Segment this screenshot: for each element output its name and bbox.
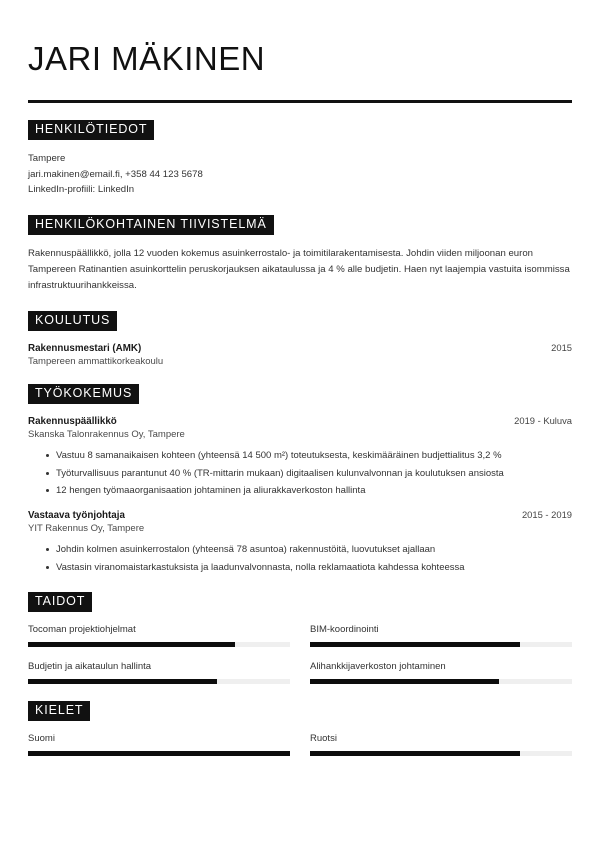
- language-meter-track: [310, 751, 572, 756]
- experience-bullets: [28, 542, 572, 575]
- experience-date: 2019 - Kuluva: [514, 415, 572, 427]
- experience-bullets: [28, 448, 572, 498]
- education-date: 2015: [551, 342, 572, 354]
- skill-meter-fill: [28, 642, 235, 647]
- summary-paragraph: Rakennuspäällikkö, jolla 12 vuoden kokemus asuinkerrostalo- ja toimitilarakentamisesta. Johdin viiden miljoonan euron Tampereen Ratinantien asuinkorttelin peruskorjauksen aikataulussa ja 4 % alle budjetin. Haen nyt laajempia vastuita isommissa infrastruktuurihankkeissa.: [28, 247, 570, 291]
- experience-entry: [28, 415, 572, 498]
- experience-employer: YIT Rakennus Oy, Tampere: [28, 523, 145, 535]
- education-entry-header: [28, 342, 572, 354]
- skill-label: BIM-koordinointi: [310, 624, 379, 636]
- language-meter-fill: [310, 751, 520, 756]
- skill-item: [28, 661, 290, 684]
- section-education: [28, 311, 572, 367]
- section-badge-summary: HENKILÖKOHTAINEN TIIVISTELMÄ: [28, 215, 274, 235]
- experience-employer: Skanska Talonrakennus Oy, Tampere: [28, 429, 185, 441]
- section-languages: [28, 701, 572, 756]
- skill-meter-track: [310, 679, 572, 684]
- language-meter-track: [28, 751, 290, 756]
- experience-entry-header: [28, 415, 572, 427]
- experience-date: 2015 - 2019: [521, 509, 572, 521]
- education-entry: [28, 342, 572, 367]
- section-contact: [28, 120, 572, 198]
- page-title: JARI MÄKINEN: [28, 40, 266, 77]
- section-badge-skills: TAIDOT: [28, 592, 92, 612]
- skill-label: Tocoman projektiohjelmat: [28, 624, 136, 636]
- section-skills: [28, 592, 572, 684]
- skill-meter-track: [28, 642, 290, 647]
- section-badge-education: KOULUTUS: [28, 311, 117, 331]
- skill-meter-track: [310, 642, 572, 647]
- languages-grid: [28, 733, 572, 756]
- language-item: [310, 733, 572, 756]
- skill-item: [28, 624, 290, 647]
- language-label: Suomi: [28, 733, 55, 745]
- list-item: Vastasin viranomaistarkastuksista ja laadunvalvonnasta, nolla reklamaatiota kahdessa kohteessa: [46, 560, 572, 575]
- skill-meter-fill: [310, 679, 499, 684]
- list-item: Johdin kolmen asuinkerrostalon (yhteensä 78 asuntoa) rakennustöitä, luovutukset ajallaan: [46, 542, 572, 557]
- section-summary: [28, 215, 572, 294]
- section-badge-experience: TYÖKOKEMUS: [28, 384, 139, 404]
- skill-label: Alihankkijaverkoston johtaminen: [310, 661, 446, 673]
- section-badge-languages: KIELET: [28, 701, 90, 721]
- section-badge-contact: HENKILÖTIEDOT: [28, 120, 154, 140]
- skill-item: [310, 661, 572, 684]
- section-experience: [28, 384, 572, 575]
- skills-grid: [28, 624, 572, 684]
- experience-entry-header: [28, 509, 572, 521]
- contact-location: Tampere: [28, 153, 66, 165]
- experience-entry: [28, 509, 572, 575]
- skill-meter-track: [28, 679, 290, 684]
- education-institution: Tampereen ammattikorkeakoulu: [28, 356, 164, 368]
- education-degree: Rakennusmestari (AMK): [28, 343, 142, 355]
- experience-role: Vastaava työnjohtaja: [28, 510, 125, 522]
- contact-details: [28, 151, 572, 198]
- contact-email-phone: jari.makinen@email.fi, +358 44 123 5678: [28, 168, 203, 180]
- skill-item: [310, 624, 572, 647]
- list-item: Työturvallisuus parantunut 40 % (TR-mittarin mukaan) digitaalisen kulunvalvonnan ja koulutuksen ansiosta: [46, 466, 572, 481]
- language-item: [28, 733, 290, 756]
- experience-role: Rakennuspäällikkö: [28, 416, 117, 428]
- contact-linkedin[interactable]: LinkedIn-profiili: LinkedIn: [28, 184, 135, 196]
- language-label: Ruotsi: [310, 733, 337, 745]
- skill-meter-fill: [28, 679, 217, 684]
- skill-label: Budjetin ja aikataulun hallinta: [28, 661, 152, 673]
- list-item: Vastuu 8 samanaikaisen kohteen (yhteensä 14 500 m²) toteutuksesta, keskimääräinen budjettialitus 3,2 %: [46, 448, 572, 463]
- header-divider: [28, 100, 572, 103]
- skill-meter-fill: [310, 642, 520, 647]
- language-meter-fill: [28, 751, 290, 756]
- list-item: 12 hengen työmaaorganisaation johtaminen ja aliurakkaverkoston hallinta: [46, 483, 572, 498]
